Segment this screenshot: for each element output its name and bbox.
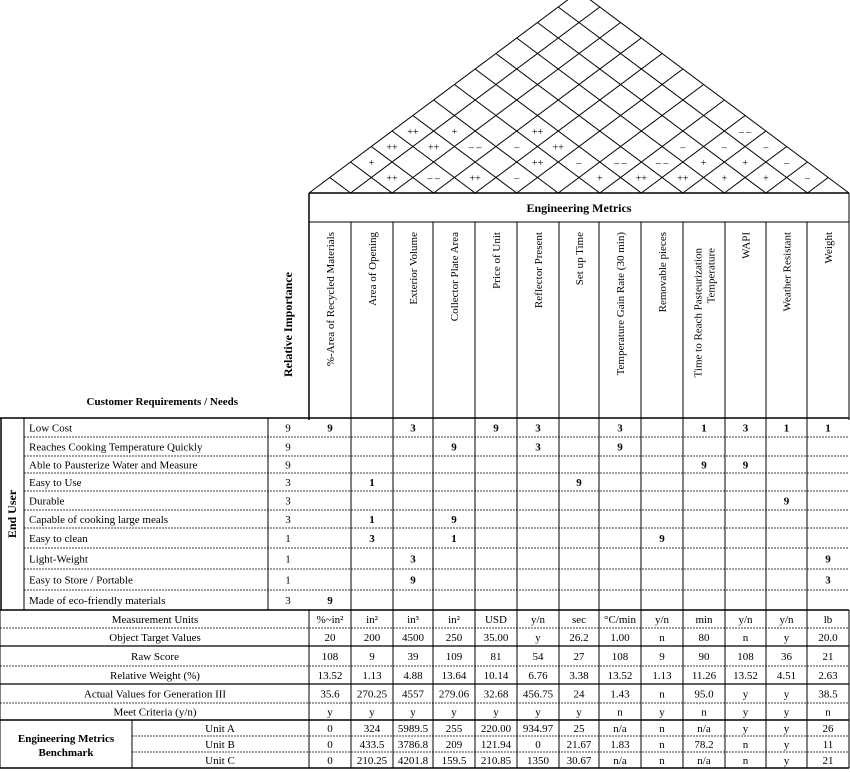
roof-symbol: – – bbox=[468, 142, 482, 154]
benchmark-value: 210.85 bbox=[480, 755, 512, 767]
summary-value: 80 bbox=[698, 632, 710, 644]
summary-value: n bbox=[659, 632, 665, 644]
roof-symbol: – bbox=[763, 142, 769, 154]
summary-value: y bbox=[576, 706, 582, 719]
roof-symbol: + bbox=[596, 173, 603, 185]
summary-value: n bbox=[617, 706, 623, 719]
summary-table bbox=[0, 610, 849, 720]
roof-symbol: ++ bbox=[635, 173, 647, 185]
metric-header: Collector Plate Area bbox=[449, 232, 461, 322]
summary-value: 1.00 bbox=[610, 632, 630, 644]
summary-value: 36 bbox=[781, 651, 792, 663]
engineering-metrics-title: Engineering Metrics bbox=[526, 201, 632, 215]
importance-value: 1 bbox=[285, 533, 291, 545]
summary-value: 24 bbox=[573, 688, 585, 701]
relationship-score: 3 bbox=[535, 422, 541, 435]
benchmark-value: 3786.8 bbox=[397, 739, 429, 751]
roof-symbol: – – bbox=[655, 158, 669, 169]
benchmark-value: 209 bbox=[445, 739, 463, 751]
benchmark-title: Engineering Metrics bbox=[17, 733, 115, 745]
summary-value: y/n bbox=[530, 614, 546, 626]
summary-value: in² bbox=[448, 614, 460, 626]
benchmark-value: 26 bbox=[822, 723, 834, 735]
summary-value: 279.06 bbox=[438, 688, 470, 701]
relationship-score: 3 bbox=[825, 574, 831, 587]
summary-value: 4.88 bbox=[403, 670, 423, 682]
summary-value: 108 bbox=[321, 651, 339, 663]
summary-value: 95.0 bbox=[694, 688, 714, 701]
summary-value: lb bbox=[823, 614, 833, 626]
benchmark-value: n/a bbox=[697, 723, 711, 735]
summary-value: in² bbox=[366, 614, 378, 626]
roof-symbol: – bbox=[804, 173, 810, 185]
end-user-label: End User bbox=[5, 489, 19, 539]
roof-line bbox=[537, 23, 765, 194]
roof-symbol: – – bbox=[738, 127, 752, 138]
benchmark-value: y bbox=[783, 755, 790, 767]
summary-label: Meet Criteria (y/n) bbox=[113, 706, 197, 719]
benchmark-value: 30.67 bbox=[566, 755, 592, 767]
summary-value: 2.63 bbox=[818, 670, 838, 682]
summary-value: y bbox=[783, 688, 790, 701]
roof-line bbox=[371, 147, 433, 194]
roof-symbol: + bbox=[742, 158, 748, 169]
summary-value: 13.52 bbox=[607, 670, 633, 682]
importance-value: 3 bbox=[285, 595, 291, 607]
relationship-score: 9 bbox=[617, 441, 623, 454]
summary-value: 90 bbox=[698, 651, 710, 663]
roof-line bbox=[721, 147, 786, 194]
summary-value: n bbox=[701, 706, 707, 719]
metric-header: Exterior Volume bbox=[408, 232, 420, 305]
summary-value: USD bbox=[484, 614, 508, 626]
benchmark-value: y bbox=[783, 739, 790, 751]
roof-symbol: + bbox=[700, 158, 707, 169]
summary-value: 270.25 bbox=[356, 688, 388, 701]
metric-header: %-Area of Recycled Materials bbox=[325, 232, 337, 367]
summary-value: 1.43 bbox=[610, 688, 630, 701]
benchmark-value: 255 bbox=[445, 723, 463, 735]
roof-symbol: ++ bbox=[531, 158, 544, 169]
summary-value: y bbox=[410, 706, 416, 719]
relative-importance-header: Relative Importance bbox=[281, 272, 295, 377]
benchmark-value: 5989.5 bbox=[397, 723, 429, 735]
requirement-name: Made of eco-friendly materials bbox=[29, 595, 166, 607]
benchmark-value: n bbox=[742, 755, 749, 767]
summary-value: 38.5 bbox=[818, 688, 838, 701]
roof-symbol: – bbox=[576, 158, 582, 169]
summary-value: y bbox=[535, 632, 541, 644]
summary-value: 13.52 bbox=[733, 670, 758, 682]
summary-value: min bbox=[695, 614, 713, 626]
benchmark-value: 210.25 bbox=[356, 755, 388, 767]
summary-value: 1.13 bbox=[652, 670, 672, 682]
metric-header: Weight bbox=[823, 232, 835, 264]
roof-symbol: ++ bbox=[469, 173, 481, 185]
relationship-score: 9 bbox=[783, 495, 790, 508]
benchmark-value: 0 bbox=[327, 723, 333, 735]
summary-value: y bbox=[451, 706, 457, 719]
summary-value: n bbox=[742, 632, 749, 644]
importance-value: 9 bbox=[285, 459, 291, 472]
benchmark-unit-label: Unit C bbox=[205, 755, 235, 767]
roof-symbol: – bbox=[514, 173, 520, 185]
summary-value: sec bbox=[571, 614, 587, 626]
relationship-score: 9 bbox=[451, 441, 457, 454]
relationship-score: 9 bbox=[659, 533, 665, 545]
metric-header: Price of Unit bbox=[491, 232, 503, 289]
relationship-score: 9 bbox=[327, 422, 333, 435]
benchmark-value: n/a bbox=[697, 755, 711, 767]
benchmark-table bbox=[0, 720, 849, 768]
requirement-name: Easy to Store / Portable bbox=[29, 574, 133, 587]
benchmark-value: 21 bbox=[822, 755, 834, 767]
customer-requirements-header: Customer Requirements / Needs bbox=[86, 396, 238, 408]
roof-line bbox=[641, 116, 745, 194]
summary-value: y bbox=[369, 706, 375, 719]
summary-label: Raw Score bbox=[131, 651, 179, 663]
metric-header: Weather Resistant bbox=[781, 232, 794, 312]
summary-value: 10.14 bbox=[483, 670, 509, 682]
roof-symbol: ++ bbox=[552, 142, 564, 154]
summary-value: %~in² bbox=[316, 614, 344, 626]
relationship-score: 9 bbox=[576, 477, 582, 489]
relationship-score: 1 bbox=[369, 477, 375, 489]
benchmark-value: 1.83 bbox=[610, 739, 630, 751]
summary-value: y bbox=[742, 688, 749, 701]
relationship-score: 9 bbox=[825, 553, 831, 566]
summary-value: 9 bbox=[369, 651, 375, 663]
summary-value: y bbox=[493, 706, 499, 719]
summary-value: 13.64 bbox=[441, 670, 467, 682]
relationship-score: 9 bbox=[410, 574, 416, 587]
relationship-score: 3 bbox=[410, 422, 416, 435]
benchmark-unit-label: Unit A bbox=[205, 723, 235, 735]
relationship-score: 3 bbox=[617, 422, 623, 435]
benchmark-value: 25 bbox=[573, 723, 585, 735]
metric-header: Removable pieces bbox=[657, 232, 669, 313]
summary-value: 27 bbox=[573, 651, 585, 663]
relationship-score: 3 bbox=[535, 441, 541, 454]
summary-label: Actual Values for Generation III bbox=[83, 688, 227, 701]
metric-header: Area of Opening bbox=[367, 232, 379, 306]
summary-value: n bbox=[659, 688, 665, 701]
roof-symbol: ++ bbox=[531, 127, 544, 138]
summary-value: 108 bbox=[611, 651, 629, 663]
metric-header: Time to Reach Pasteurization bbox=[692, 248, 705, 378]
summary-value: y bbox=[535, 706, 541, 719]
importance-value: 1 bbox=[285, 574, 291, 587]
summary-value: 39 bbox=[407, 651, 419, 663]
benchmark-value: 220.00 bbox=[480, 723, 512, 735]
summary-value: 11.26 bbox=[691, 670, 717, 682]
summary-value: 4.51 bbox=[776, 670, 797, 682]
benchmark-value: 4201.8 bbox=[397, 755, 429, 767]
relationship-score: 9 bbox=[493, 422, 499, 435]
summary-value: 456.75 bbox=[522, 688, 554, 701]
importance-value: 3 bbox=[285, 495, 291, 508]
benchmark-value: 1350 bbox=[527, 755, 549, 767]
benchmark-value: 0 bbox=[327, 755, 333, 767]
roof-symbol: ++ bbox=[386, 142, 398, 154]
metric-header: Temperature Gain Rate (30 min) bbox=[615, 232, 627, 376]
summary-value: in³ bbox=[407, 614, 419, 626]
relationship-score: 1 bbox=[701, 422, 707, 435]
benchmark-value: 21.67 bbox=[566, 739, 592, 751]
importance-value: 3 bbox=[285, 477, 291, 489]
summary-value: 26.2 bbox=[569, 632, 589, 644]
relationship-score: 1 bbox=[783, 422, 790, 435]
summary-value: n bbox=[825, 706, 831, 719]
summary-value: y bbox=[783, 632, 790, 644]
roof-line bbox=[496, 54, 683, 194]
requirement-name: Easy to clean bbox=[29, 533, 88, 545]
benchmark-value: n bbox=[659, 755, 665, 767]
importance-value: 1 bbox=[285, 553, 291, 566]
benchmark-value: 0 bbox=[327, 739, 333, 751]
roof-symbol: – – bbox=[614, 158, 627, 169]
summary-value: 1.13 bbox=[362, 670, 382, 682]
benchmark-value: 433.5 bbox=[359, 739, 385, 751]
summary-value: 108 bbox=[737, 651, 754, 663]
summary-value: y/n bbox=[779, 614, 794, 626]
roof-line bbox=[475, 54, 662, 194]
requirement-name: Low Cost bbox=[29, 422, 73, 435]
summary-value: 3.38 bbox=[569, 670, 589, 682]
benchmark-value: y bbox=[783, 723, 790, 735]
summary-value: °C/min bbox=[604, 614, 636, 626]
benchmark-value: 934.97 bbox=[522, 723, 554, 735]
requirement-name: Able to Pausterize Water and Measure bbox=[29, 459, 198, 472]
summary-value: 13.52 bbox=[317, 670, 343, 682]
summary-value: 35.00 bbox=[483, 632, 509, 644]
roof-line bbox=[330, 178, 351, 194]
summary-value: 109 bbox=[445, 651, 463, 663]
benchmark-unit-label: Unit B bbox=[205, 739, 235, 751]
metric-header: Temperature bbox=[705, 248, 718, 304]
relationship-matrix bbox=[0, 418, 849, 610]
summary-value: 35.6 bbox=[320, 688, 340, 701]
benchmark-title: Benchmark bbox=[38, 747, 94, 759]
summary-value: y bbox=[327, 706, 333, 719]
benchmark-value: 78.2 bbox=[694, 739, 714, 751]
relationship-score: 9 bbox=[327, 595, 333, 607]
requirement-name: Easy to Use bbox=[29, 477, 82, 489]
metric-header: Reflector Present bbox=[533, 232, 545, 309]
summary-value: 6.76 bbox=[528, 670, 548, 682]
roof-symbol: ++ bbox=[386, 173, 398, 185]
relationship-score: 1 bbox=[369, 514, 375, 526]
summary-value: 32.68 bbox=[483, 688, 509, 701]
benchmark-value: 11 bbox=[822, 739, 834, 751]
roof-symbol: – – bbox=[427, 173, 440, 185]
relationship-score: 1 bbox=[825, 422, 831, 435]
roof-symbol: + bbox=[451, 127, 458, 138]
roof-symbol: + bbox=[368, 158, 375, 169]
benchmark-value: n bbox=[742, 739, 749, 751]
summary-value: 20.0 bbox=[818, 632, 838, 644]
benchmark-value: n/a bbox=[613, 755, 627, 767]
summary-value: y/n bbox=[654, 614, 670, 626]
relationship-score: 9 bbox=[742, 459, 749, 472]
roof-symbol: ++ bbox=[407, 127, 419, 138]
relationship-score: 3 bbox=[410, 553, 416, 566]
benchmark-value: y bbox=[742, 723, 749, 735]
benchmark-value: n bbox=[659, 739, 665, 751]
importance-value: 9 bbox=[285, 422, 291, 435]
roof-line bbox=[807, 178, 828, 194]
importance-value: 3 bbox=[285, 514, 291, 526]
summary-value: 4500 bbox=[402, 632, 424, 644]
roof-symbol: ++ bbox=[677, 173, 689, 185]
roof-symbol: – bbox=[514, 142, 520, 154]
summary-value: y/n bbox=[738, 614, 753, 626]
correlation-roof bbox=[309, 0, 849, 193]
summary-label: Object Target Values bbox=[109, 632, 201, 644]
summary-value: 250 bbox=[445, 632, 463, 644]
relationship-score: 3 bbox=[742, 422, 749, 435]
benchmark-value: 0 bbox=[535, 739, 541, 751]
summary-value: 9 bbox=[659, 651, 665, 663]
metric-header: Set up Time bbox=[574, 232, 586, 286]
summary-value: 4557 bbox=[402, 688, 424, 701]
engineering-metrics-header bbox=[87, 193, 849, 420]
benchmark-value: 324 bbox=[363, 723, 381, 735]
relationship-score: 9 bbox=[701, 459, 707, 472]
benchmark-value: n bbox=[659, 723, 665, 735]
requirement-name: Light-Weight bbox=[29, 553, 88, 566]
summary-label: Relative Weight (%) bbox=[110, 670, 200, 682]
summary-value: 54 bbox=[532, 651, 544, 663]
roof-line bbox=[392, 23, 620, 194]
roof-symbol: + bbox=[763, 173, 769, 185]
relationship-score: 9 bbox=[451, 514, 457, 526]
benchmark-value: 121.94 bbox=[480, 739, 512, 751]
summary-value: 20 bbox=[324, 632, 336, 644]
benchmark-value: 159.5 bbox=[441, 755, 467, 767]
roof-symbol: + bbox=[721, 173, 728, 185]
summary-value: y bbox=[742, 706, 749, 719]
importance-value: 9 bbox=[285, 441, 291, 454]
benchmark-value: n/a bbox=[613, 723, 627, 735]
requirement-name: Durable bbox=[29, 495, 65, 508]
requirement-name: Capable of cooking large meals bbox=[29, 514, 169, 526]
relationship-score: 1 bbox=[451, 533, 457, 545]
summary-value: y bbox=[783, 706, 790, 719]
metric-header: WAPI bbox=[740, 232, 753, 259]
roof-symbol: – bbox=[784, 158, 790, 169]
roof-symbol: – bbox=[680, 142, 686, 154]
summary-label: Measurement Units bbox=[111, 614, 199, 626]
summary-value: 81 bbox=[490, 651, 502, 663]
summary-value: 200 bbox=[363, 632, 381, 644]
relationship-score: 3 bbox=[369, 533, 375, 545]
roof-symbol: – bbox=[721, 142, 727, 154]
roof-symbol: ++ bbox=[427, 142, 440, 154]
summary-value: y bbox=[659, 706, 665, 719]
requirement-name: Reaches Cooking Temperature Quickly bbox=[29, 441, 203, 454]
summary-value: 21 bbox=[822, 651, 834, 663]
